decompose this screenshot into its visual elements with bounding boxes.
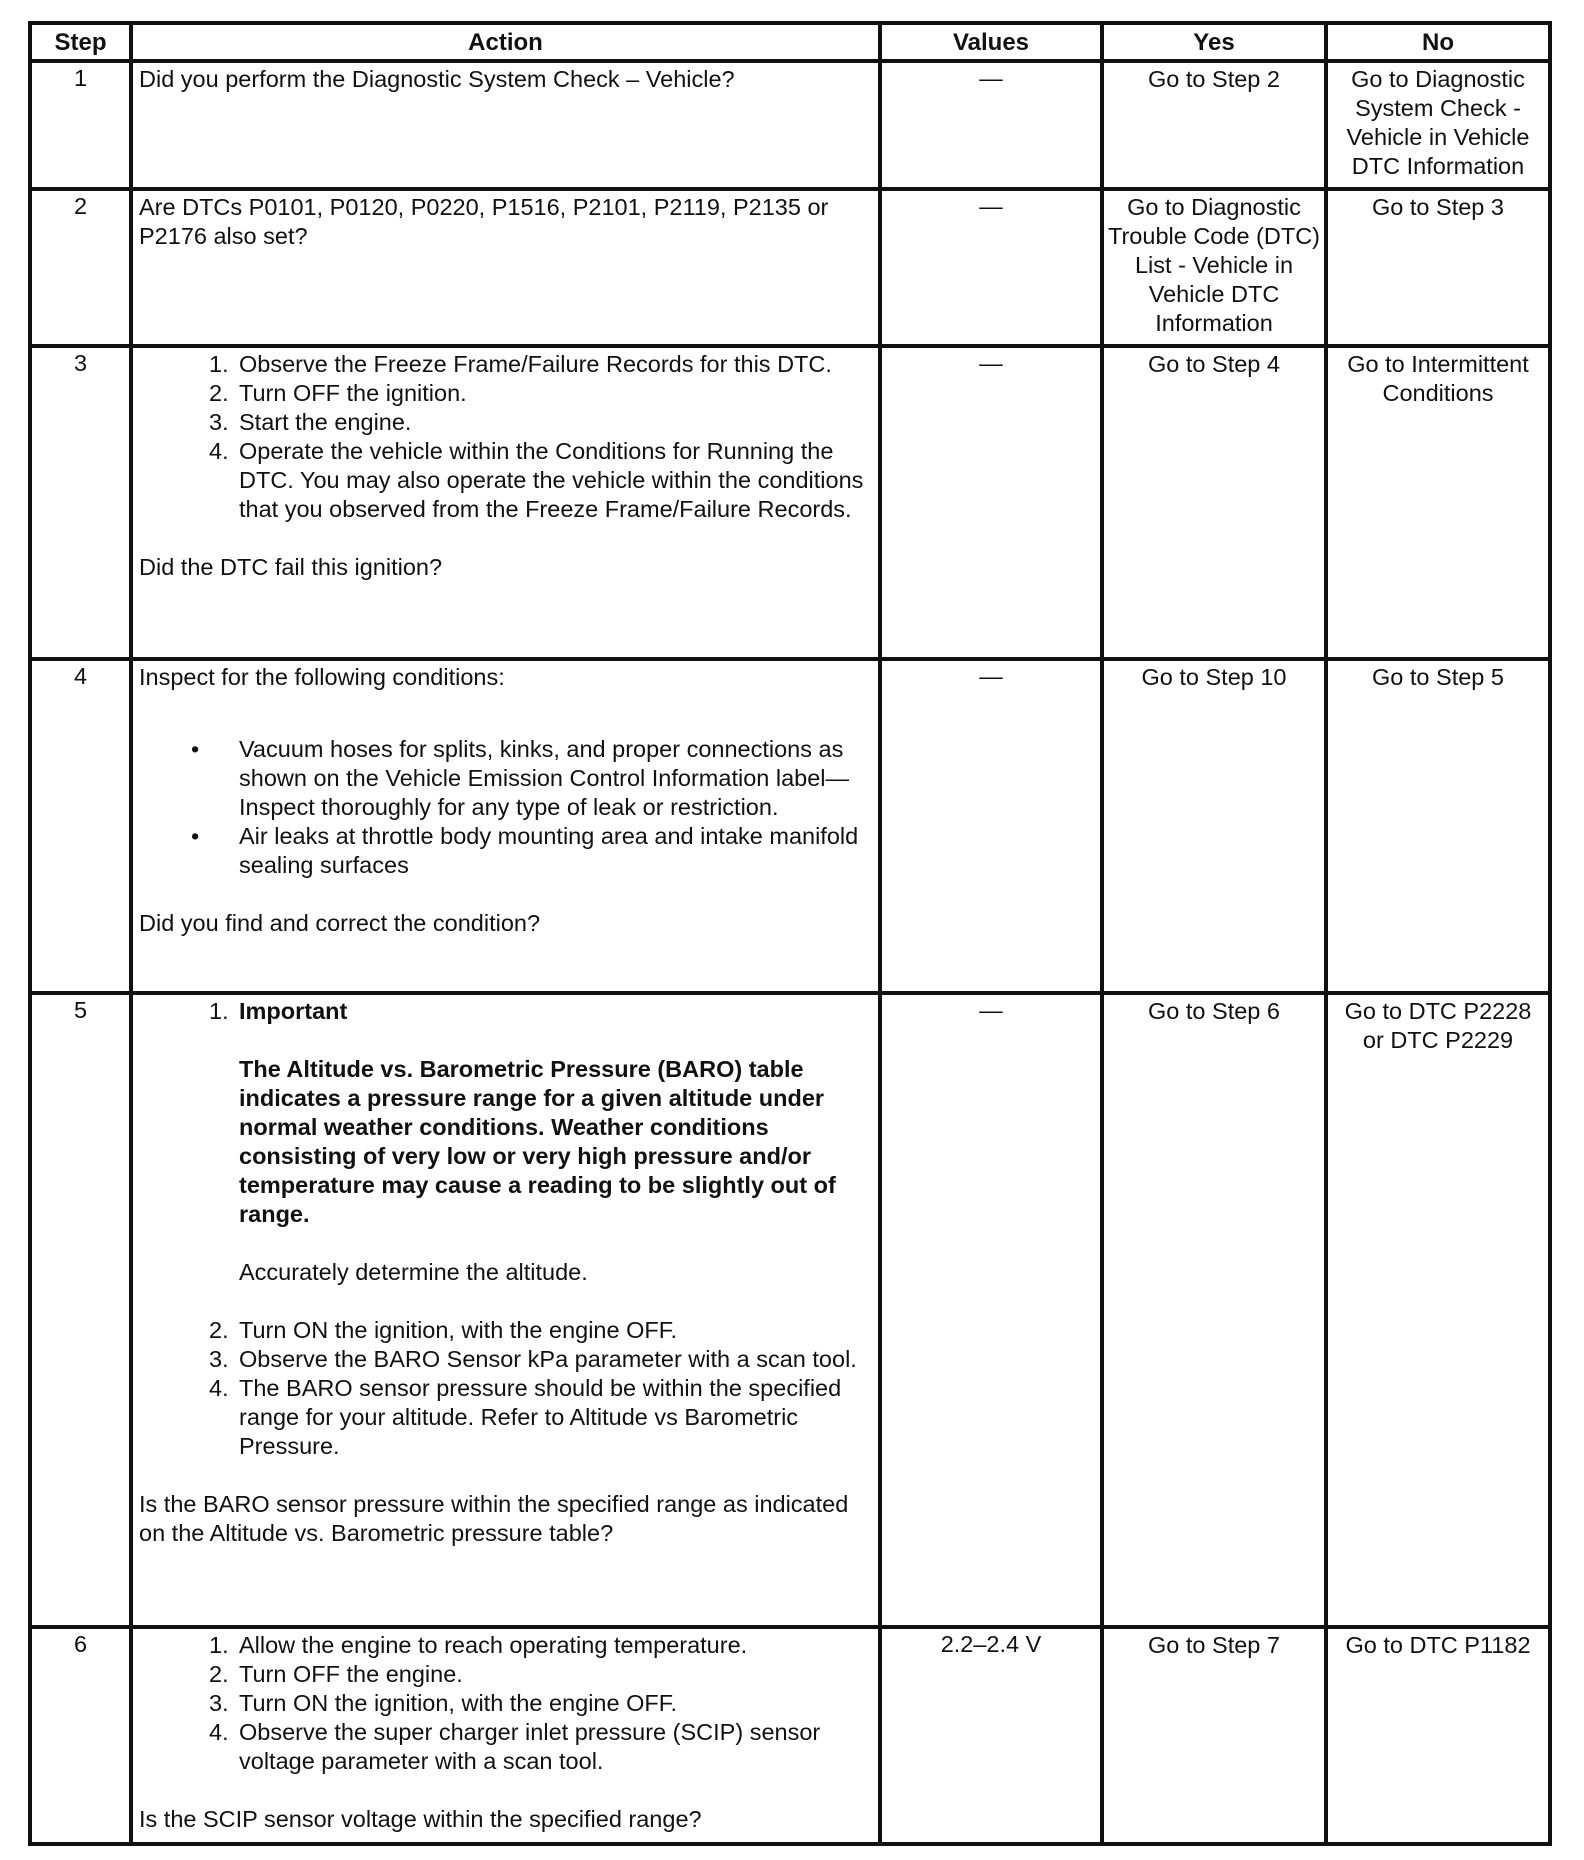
item-text: Observe the super charger inlet pressure (SCIP) sensor voltage parameter with a scan tool. bbox=[239, 1719, 821, 1774]
item-text: Accurately determine the altitude. bbox=[239, 1259, 588, 1285]
diagnostic-table bbox=[28, 21, 1552, 1846]
item-number: 3. bbox=[209, 1346, 229, 1372]
action-cell bbox=[131, 1627, 880, 1844]
list-item bbox=[139, 1374, 870, 1461]
item-number: 1. bbox=[209, 1632, 229, 1658]
item-text: Air leaks at throttle body mounting area and intake manifold sealing surfaces bbox=[239, 823, 859, 878]
list-item bbox=[139, 1345, 870, 1374]
item-number: 2. bbox=[209, 1661, 229, 1687]
condition-list bbox=[139, 735, 870, 880]
important-title: Important bbox=[239, 998, 348, 1024]
step-number: 2 bbox=[30, 189, 131, 346]
item-number: 2. bbox=[209, 1317, 229, 1343]
no-cell: Go to DTC P1182 bbox=[1326, 1627, 1550, 1844]
action-question: Is the BARO sensor pressure within the specified range as indicated on the Altitude vs. Barometric pressure table? bbox=[139, 1491, 849, 1546]
header-action: Action bbox=[131, 23, 880, 61]
action-question: Is the SCIP sensor voltage within the specified range? bbox=[139, 1806, 702, 1832]
values-cell: — bbox=[880, 189, 1102, 346]
values-cell: — bbox=[880, 61, 1102, 189]
action-cell bbox=[131, 993, 880, 1627]
item-number: 3. bbox=[209, 1690, 229, 1716]
step-number: 6 bbox=[30, 1627, 131, 1844]
action-question: Did the DTC fail this ignition? bbox=[139, 554, 443, 580]
item-number: 1. bbox=[209, 998, 229, 1024]
action-steps bbox=[139, 1316, 870, 1461]
list-item bbox=[139, 1316, 870, 1345]
step-number: 5 bbox=[30, 993, 131, 1627]
list-item bbox=[139, 822, 870, 880]
action-cell bbox=[131, 61, 880, 189]
header-values: Values bbox=[880, 23, 1102, 61]
step-number: 3 bbox=[30, 346, 131, 659]
item-text: Allow the engine to reach operating temperature. bbox=[239, 1632, 748, 1658]
yes-cell: Go to Step 10 bbox=[1102, 659, 1326, 993]
step-number: 1 bbox=[30, 61, 131, 189]
table-row bbox=[30, 346, 1550, 659]
no-cell: Go to Diagnostic System Check - Vehicle in Vehicle DTC Information bbox=[1326, 61, 1550, 189]
action-question: Did you perform the Diagnostic System Check – Vehicle? bbox=[139, 66, 735, 92]
item-text: Observe the BARO Sensor kPa parameter with a scan tool. bbox=[239, 1346, 857, 1372]
table-row bbox=[30, 1627, 1550, 1844]
list-item bbox=[139, 350, 870, 379]
bullet: • bbox=[191, 823, 200, 849]
no-cell: Go to DTC P2228 or DTC P2229 bbox=[1326, 993, 1550, 1627]
list-item bbox=[139, 997, 870, 1287]
header-row bbox=[30, 23, 1550, 61]
list-item bbox=[139, 408, 870, 437]
list-item bbox=[139, 1631, 870, 1660]
item-text: The BARO sensor pressure should be within the specified range for your altitude. Refer to Altitude vs Barometric Pressure. bbox=[239, 1375, 842, 1459]
no-cell: Go to Step 3 bbox=[1326, 189, 1550, 346]
bullet: • bbox=[191, 736, 200, 762]
yes-cell: Go to Diagnostic Trouble Code (DTC) List - Vehicle in Vehicle DTC Information bbox=[1102, 189, 1326, 346]
action-cell bbox=[131, 659, 880, 993]
yes-cell: Go to Step 4 bbox=[1102, 346, 1326, 659]
list-item bbox=[139, 1689, 870, 1718]
item-number: 1. bbox=[209, 351, 229, 377]
step-number: 4 bbox=[30, 659, 131, 993]
item-number: 2. bbox=[209, 380, 229, 406]
action-question: Did you find and correct the condition? bbox=[139, 910, 541, 936]
list-item bbox=[139, 379, 870, 408]
yes-cell: Go to Step 6 bbox=[1102, 993, 1326, 1627]
action-question: Are DTCs P0101, P0120, P0220, P1516, P2101, P2119, P2135 or P2176 also set? bbox=[139, 194, 829, 249]
no-cell: Go to Step 5 bbox=[1326, 659, 1550, 993]
item-text: Turn ON the ignition, with the engine OFF. bbox=[239, 1317, 678, 1343]
yes-cell: Go to Step 7 bbox=[1102, 1627, 1326, 1844]
no-cell: Go to Intermittent Conditions bbox=[1326, 346, 1550, 659]
item-text: Turn ON the ignition, with the engine OFF. bbox=[239, 1690, 678, 1716]
action-steps bbox=[139, 350, 870, 524]
item-text: Observe the Freeze Frame/Failure Records for this DTC. bbox=[239, 351, 832, 377]
action-steps bbox=[139, 1631, 870, 1776]
item-number: 4. bbox=[209, 1719, 229, 1745]
table-row bbox=[30, 659, 1550, 993]
table-row bbox=[30, 993, 1550, 1627]
item-number: 4. bbox=[209, 438, 229, 464]
important-note: The Altitude vs. Barometric Pressure (BARO) table indicates a pressure range for a given altitude under normal weather conditions. Weather conditions consisting of very low or very high pressure and/or temperature may cause a reading to be slightly out of range. bbox=[239, 1056, 836, 1227]
item-text: Vacuum hoses for splits, kinks, and proper connections as shown on the Vehicle Emission Control Information label—Inspect thoroughly for any type of leak or restriction. bbox=[239, 736, 850, 820]
item-text: Start the engine. bbox=[239, 409, 412, 435]
table-row bbox=[30, 61, 1550, 189]
action-cell bbox=[131, 346, 880, 659]
table-row bbox=[30, 189, 1550, 346]
list-item bbox=[139, 1660, 870, 1689]
item-number: 3. bbox=[209, 409, 229, 435]
list-item bbox=[139, 437, 870, 524]
values-cell: 2.2–2.4 V bbox=[880, 1627, 1102, 1844]
list-item bbox=[139, 735, 870, 822]
header-yes: Yes bbox=[1102, 23, 1326, 61]
item-text: Turn OFF the engine. bbox=[239, 1661, 463, 1687]
item-text: Turn OFF the ignition. bbox=[239, 380, 467, 406]
values-cell: — bbox=[880, 659, 1102, 993]
values-cell: — bbox=[880, 346, 1102, 659]
header-step: Step bbox=[30, 23, 131, 61]
action-steps bbox=[139, 997, 870, 1287]
item-text: Operate the vehicle within the Conditions for Running the DTC. You may also operate the vehicle within the conditions that you observed from the Freeze Frame/Failure Records. bbox=[239, 438, 864, 522]
action-intro: Inspect for the following conditions: bbox=[139, 664, 505, 690]
item-number: 4. bbox=[209, 1375, 229, 1401]
action-cell bbox=[131, 189, 880, 346]
header-no: No bbox=[1326, 23, 1550, 61]
list-item bbox=[139, 1718, 870, 1776]
yes-cell: Go to Step 2 bbox=[1102, 61, 1326, 189]
values-cell: — bbox=[880, 993, 1102, 1627]
